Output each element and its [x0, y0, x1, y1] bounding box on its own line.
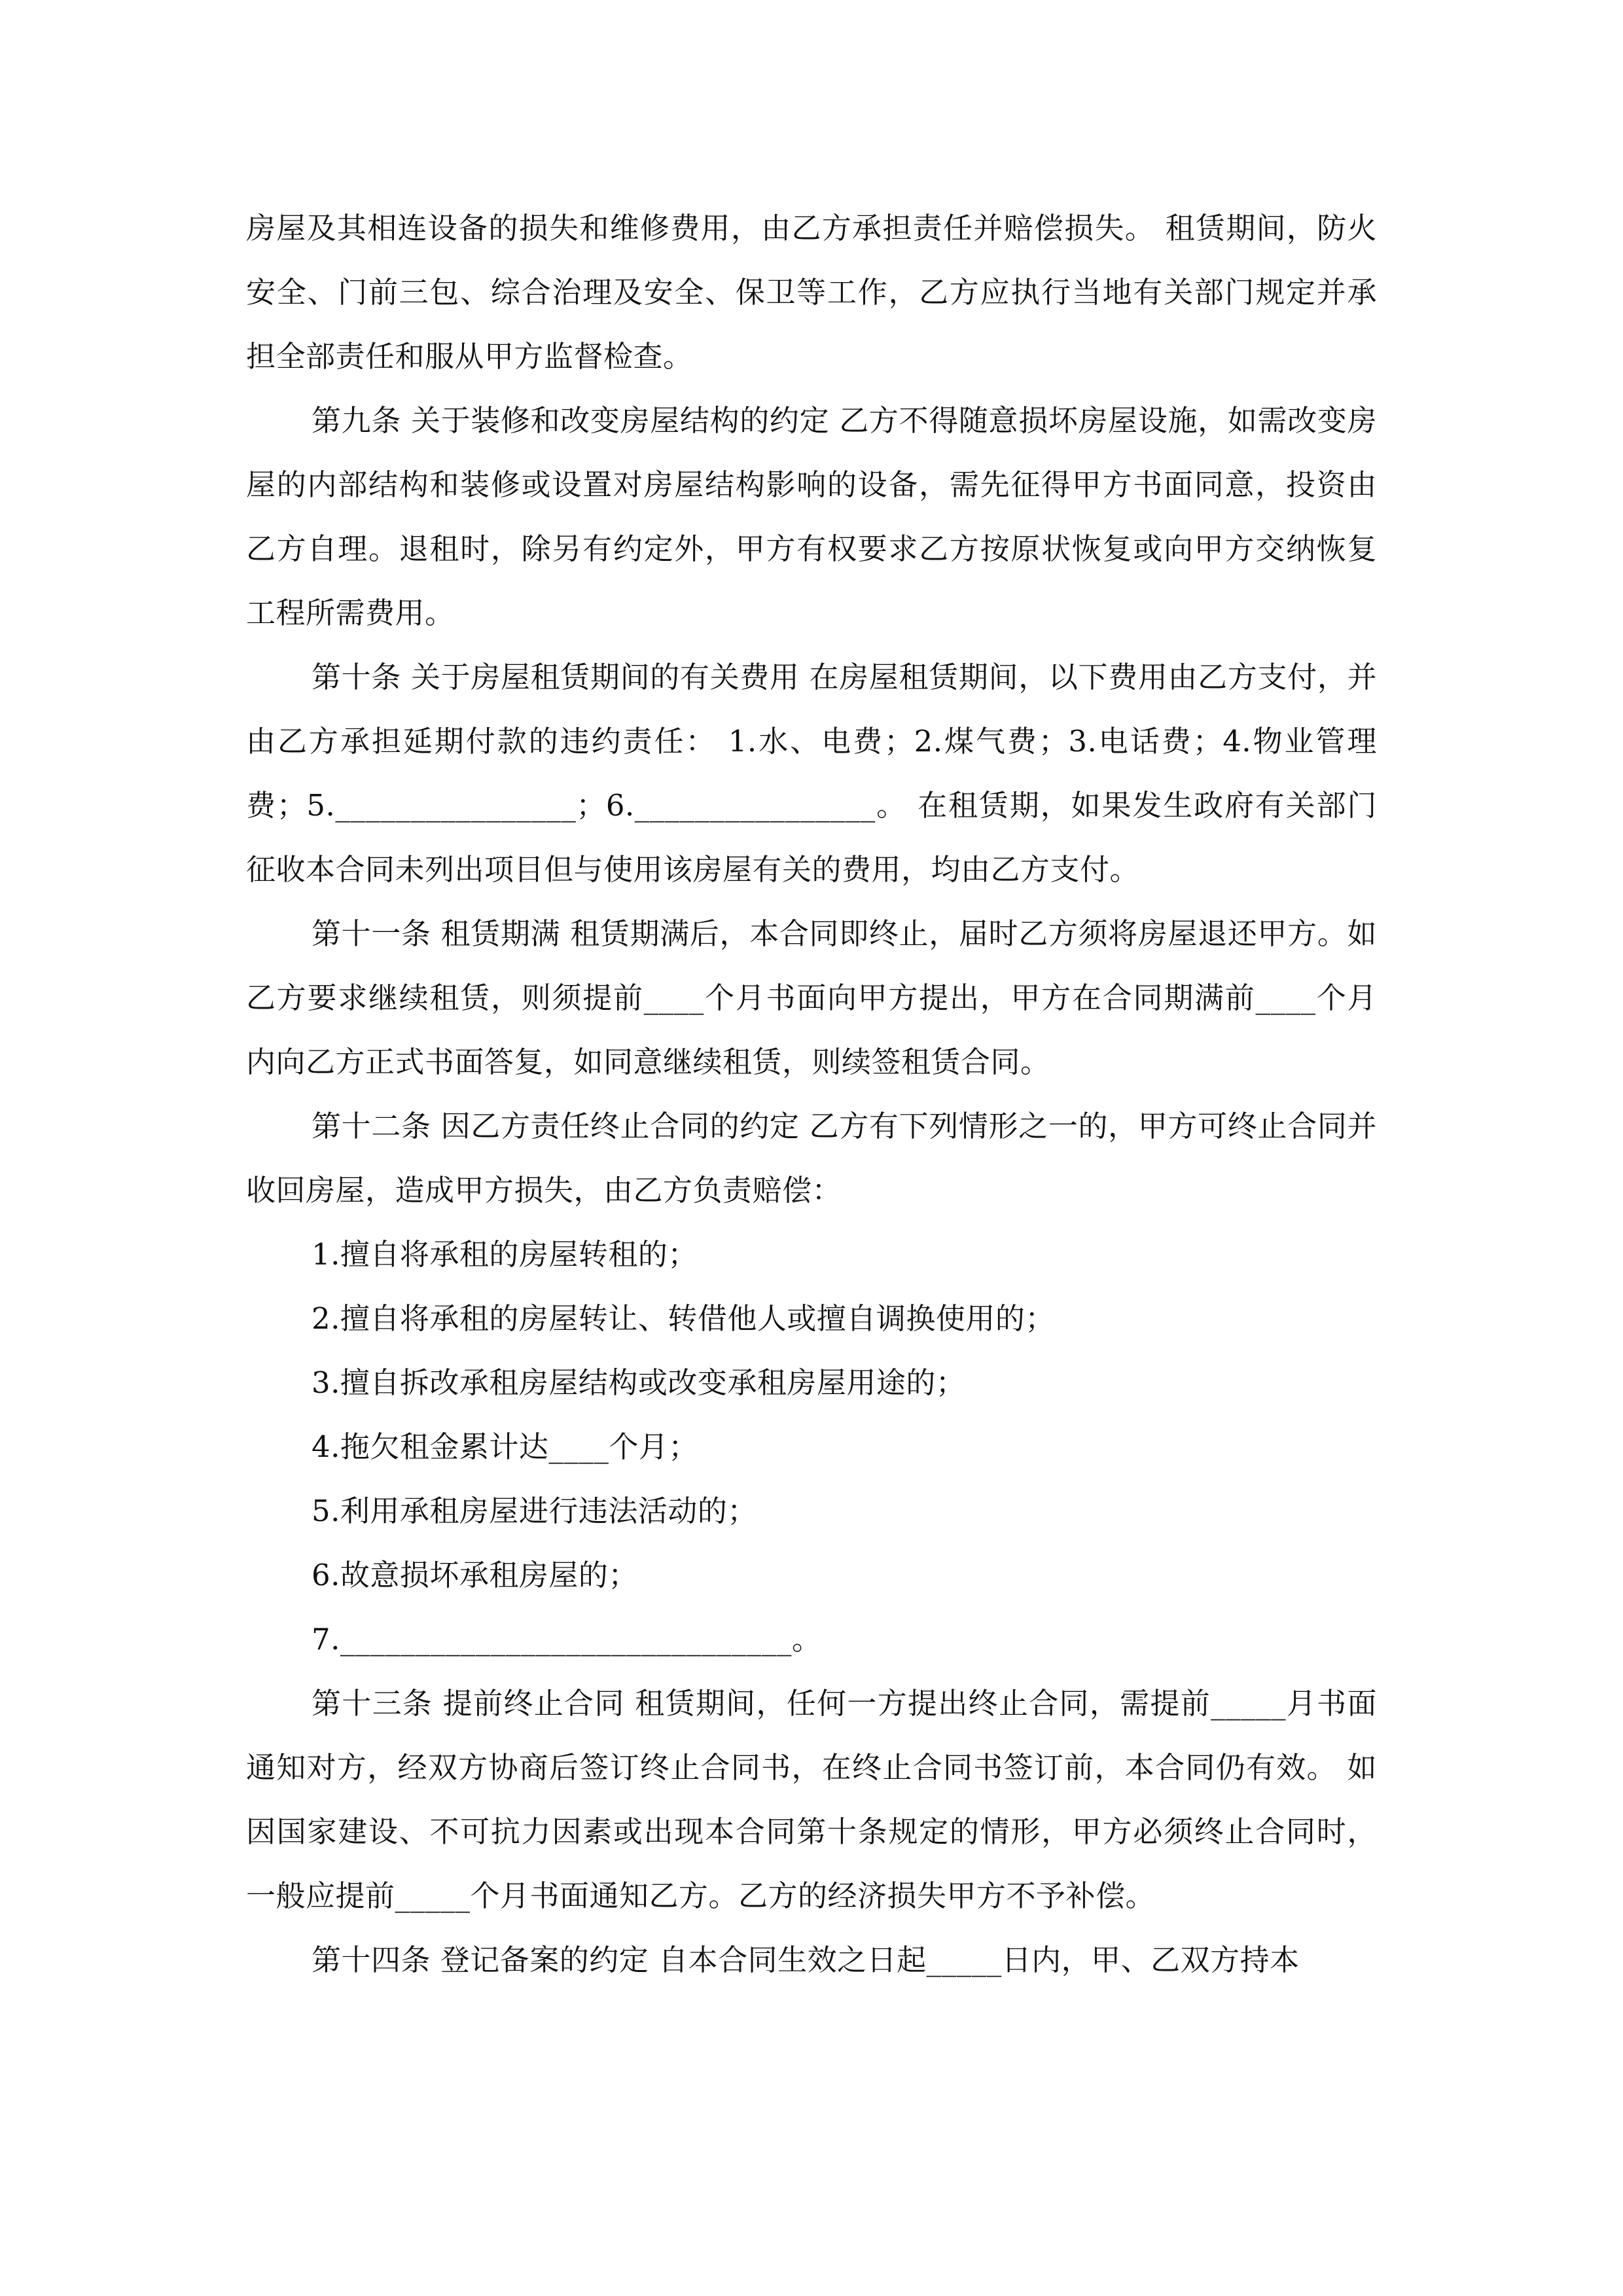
paragraph-article-11: 第十一条 租赁期满 租赁期满后，本合同即终止，届时乙方须将房屋退还甲方。如乙方要求继续租赁，则须提前____个月书面向甲方提出，甲方在合同期满前____个月内向乙方正式书面答复，如同意继续租赁，则续签租赁合同。	[246, 916, 1377, 1079]
list-item-4: 4.拖欠租金累计达____个月；	[312, 1429, 698, 1464]
contract-body	[246, 196, 1377, 1992]
list-item-5: 5.利用承租房屋进行违法活动的；	[312, 1494, 757, 1528]
list-item-2: 2.擅自将承租的房屋转让、转借他人或擅自调换使用的；	[312, 1301, 1055, 1336]
list-item-1: 1.擅自将承租的房屋转租的；	[312, 1237, 698, 1272]
paragraph-article-10: 第十条 关于房屋租赁期间的有关费用 在房屋租赁期间，以下费用由乙方支付，并由乙方承担延期付款的违约责任： 1.水、电费；2.煤气费；3.电话费；4.物业管理费；5.________________；6.________________。 在租赁期，如果发生政府有关部门征收本合同未列出项目但与使用该房屋有关的费用，均由乙方支付。	[246, 660, 1377, 887]
list-item-6: 6.故意损坏承租房屋的；	[312, 1558, 638, 1592]
paragraph-continuation: 房屋及其相连设备的损失和维修费用，由乙方承担责任并赔偿损失。 租赁期间，防火安全、门前三包、综合治理及安全、保卫等工作，乙方应执行当地有关部门规定并承担全部责任和服从甲方监督检查。	[246, 211, 1377, 374]
paragraph-article-14: 第十四条 登记备案的约定 自本合同生效之日起_____日内，甲、乙双方持本	[312, 1943, 1300, 1977]
paragraph-article-13: 第十三条 提前终止合同 租赁期间，任何一方提出终止合同，需提前_____月书面通知对方，经双方协商后签订终止合同书，在终止合同书签订前，本合同仍有效。 如因国家建设、不可抗力因素或出现本合同第十条规定的情形，甲方必须终止合同时，一般应提前_____个月书面通知乙方。乙方的经济损失甲方不予补偿。	[246, 1686, 1377, 1913]
paragraph-article-9: 第九条 关于装修和改变房屋结构的约定 乙方不得随意损坏房屋设施，如需改变房屋的内部结构和装修或设置对房屋结构影响的设备，需先征得甲方书面同意，投资由乙方自理。退租时，除另有约定外，甲方有权要求乙方按原状恢复或向甲方交纳恢复工程所需费用。	[246, 403, 1377, 630]
paragraph-article-12: 第十二条 因乙方责任终止合同的约定 乙方有下列情形之一的，甲方可终止合同并收回房屋，造成甲方损失，由乙方负责赔偿：	[246, 1109, 1377, 1208]
list-item-3: 3.擅自拆改承租房屋结构或改变承租房屋用途的；	[312, 1365, 966, 1400]
list-item-7: 7.______________________________。	[312, 1622, 822, 1657]
